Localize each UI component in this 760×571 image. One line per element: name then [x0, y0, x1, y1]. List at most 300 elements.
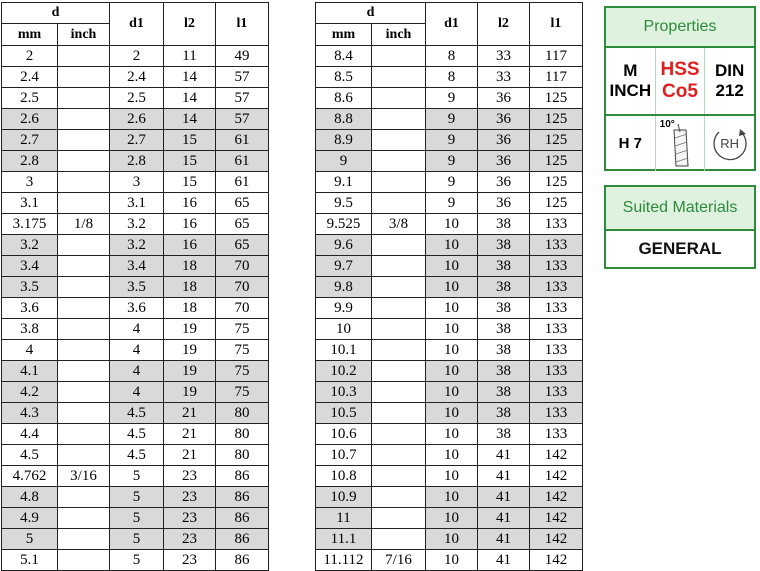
cell-mm: 10.7	[316, 445, 372, 466]
cell-l2: 21	[164, 403, 216, 424]
cell-l2: 38	[478, 214, 530, 235]
rotation-label: RH	[720, 135, 740, 151]
cell-mm: 4.3	[2, 403, 58, 424]
cell-d1: 4.5	[110, 424, 164, 445]
cell-mm: 3.1	[2, 193, 58, 214]
table-row	[2, 151, 269, 172]
metric-label: M	[623, 61, 638, 80]
cell-l1: 125	[530, 172, 583, 193]
cell-l1: 70	[216, 298, 269, 319]
cell-l1: 61	[216, 172, 269, 193]
table-row	[316, 340, 583, 361]
cell-l2: 38	[478, 340, 530, 361]
tolerance-label: H 7	[618, 134, 642, 152]
cell-mm: 10.1	[316, 340, 372, 361]
cell-mm: 2.4	[2, 67, 58, 88]
cell-inch	[58, 256, 110, 277]
cell-l2: 36	[478, 151, 530, 172]
cell-d1: 10	[426, 550, 478, 571]
cell-mm: 8.5	[316, 67, 372, 88]
table-row	[316, 130, 583, 151]
cell-d1: 8	[426, 67, 478, 88]
cell-inch	[372, 67, 426, 88]
cell-inch	[372, 361, 426, 382]
cell-l2: 41	[478, 550, 530, 571]
cell-l2: 15	[164, 130, 216, 151]
cell-l2: 14	[164, 88, 216, 109]
cell-l2: 38	[478, 235, 530, 256]
table-row	[2, 109, 269, 130]
cell-l2: 18	[164, 277, 216, 298]
cell-d1: 10	[426, 298, 478, 319]
table-row	[316, 193, 583, 214]
table-row	[316, 235, 583, 256]
cell-d1: 10	[426, 319, 478, 340]
cell-mm: 3.2	[2, 235, 58, 256]
cell-mm: 9.6	[316, 235, 372, 256]
cell-l2: 38	[478, 424, 530, 445]
cell-l2: 33	[478, 46, 530, 67]
cell-inch	[58, 235, 110, 256]
table-row	[316, 109, 583, 130]
table-row	[316, 361, 583, 382]
cell-d1: 10	[426, 466, 478, 487]
cell-inch	[372, 466, 426, 487]
cell-d1: 3.4	[110, 256, 164, 277]
cell-inch	[58, 508, 110, 529]
cell-d1: 3.2	[110, 235, 164, 256]
cell-l1: 133	[530, 403, 583, 424]
cell-l2: 19	[164, 340, 216, 361]
cell-d1: 3.5	[110, 277, 164, 298]
table-row	[2, 487, 269, 508]
cell-inch	[372, 403, 426, 424]
table-row	[316, 88, 583, 109]
cell-l2: 21	[164, 445, 216, 466]
cell-l2: 18	[164, 298, 216, 319]
cell-d1: 10	[426, 529, 478, 550]
cell-d1: 3	[110, 172, 164, 193]
cell-inch	[372, 88, 426, 109]
din-number: 212	[715, 81, 744, 100]
cell-mm: 3.4	[2, 256, 58, 277]
cell-l2: 14	[164, 109, 216, 130]
cell-mm: 2.7	[2, 130, 58, 151]
cell-inch: 7/16	[372, 550, 426, 571]
cell-mm: 10	[316, 319, 372, 340]
cell-inch	[58, 88, 110, 109]
cell-inch	[58, 340, 110, 361]
cell-l1: 86	[216, 529, 269, 550]
table-row	[316, 256, 583, 277]
cell-l2: 36	[478, 109, 530, 130]
cell-l1: 133	[530, 235, 583, 256]
cell-d1: 4	[110, 340, 164, 361]
metric-inch-cell	[606, 48, 656, 114]
cell-mm: 4.5	[2, 445, 58, 466]
cell-l2: 23	[164, 529, 216, 550]
cell-d1: 9	[426, 193, 478, 214]
cell-l1: 133	[530, 382, 583, 403]
cell-l2: 36	[478, 172, 530, 193]
table-row	[316, 466, 583, 487]
cell-d1: 5	[110, 508, 164, 529]
table-row	[2, 550, 269, 571]
cell-d1: 9	[426, 88, 478, 109]
tolerance-cell	[606, 116, 656, 171]
header-inch: inch	[58, 24, 110, 46]
header-d1: d1	[110, 3, 164, 46]
cell-l2: 38	[478, 298, 530, 319]
hss-co5-cell	[656, 48, 706, 114]
cell-mm: 4	[2, 340, 58, 361]
cell-l1: 80	[216, 445, 269, 466]
materials-value: GENERAL	[638, 239, 722, 258]
cell-l2: 41	[478, 508, 530, 529]
cell-mm: 4.2	[2, 382, 58, 403]
cell-l1: 75	[216, 340, 269, 361]
table-row	[316, 151, 583, 172]
table-row	[2, 235, 269, 256]
cell-d1: 3.1	[110, 193, 164, 214]
cell-l2: 16	[164, 193, 216, 214]
table-row	[2, 214, 269, 235]
table-row	[2, 424, 269, 445]
din-cell	[705, 48, 754, 114]
cell-l1: 65	[216, 235, 269, 256]
table-row	[316, 319, 583, 340]
cell-mm: 9.8	[316, 277, 372, 298]
table-row	[316, 382, 583, 403]
cell-l2: 23	[164, 487, 216, 508]
table-row	[316, 445, 583, 466]
table-row	[2, 340, 269, 361]
cell-l2: 36	[478, 130, 530, 151]
cell-d1: 4	[110, 319, 164, 340]
cell-d1: 4	[110, 382, 164, 403]
cell-l1: 125	[530, 109, 583, 130]
cell-mm: 3.6	[2, 298, 58, 319]
cell-l1: 86	[216, 508, 269, 529]
cell-d1: 4.5	[110, 445, 164, 466]
cell-l1: 61	[216, 151, 269, 172]
table-row	[316, 508, 583, 529]
cell-mm: 9.525	[316, 214, 372, 235]
cell-mm: 8.9	[316, 130, 372, 151]
cell-l1: 142	[530, 466, 583, 487]
cell-mm: 10.6	[316, 424, 372, 445]
cell-l1: 57	[216, 88, 269, 109]
cell-inch	[372, 298, 426, 319]
cell-inch	[58, 319, 110, 340]
cell-l1: 133	[530, 214, 583, 235]
cell-l1: 86	[216, 466, 269, 487]
cell-mm: 2.5	[2, 88, 58, 109]
cell-mm: 10.8	[316, 466, 372, 487]
cell-l2: 19	[164, 361, 216, 382]
header-l2: l2	[478, 3, 530, 46]
cell-inch	[372, 382, 426, 403]
cell-l1: 142	[530, 550, 583, 571]
cell-mm: 11	[316, 508, 372, 529]
cell-inch	[58, 277, 110, 298]
table-row	[2, 361, 269, 382]
dimension-table-left	[1, 2, 269, 571]
cell-l2: 33	[478, 67, 530, 88]
cell-l1: 61	[216, 130, 269, 151]
cell-d1: 10	[426, 340, 478, 361]
cell-inch	[58, 298, 110, 319]
table-row	[2, 403, 269, 424]
cell-d1: 3.6	[110, 298, 164, 319]
cell-l2: 23	[164, 508, 216, 529]
cell-mm: 11.1	[316, 529, 372, 550]
cell-mm: 3.5	[2, 277, 58, 298]
table-row	[316, 214, 583, 235]
cell-l1: 75	[216, 361, 269, 382]
cell-l1: 49	[216, 46, 269, 67]
cell-inch	[372, 151, 426, 172]
cell-l1: 142	[530, 508, 583, 529]
cell-inch	[372, 256, 426, 277]
cell-mm: 4.1	[2, 361, 58, 382]
cell-d1: 10	[426, 403, 478, 424]
cell-inch	[372, 424, 426, 445]
table-row	[316, 298, 583, 319]
header-d1: d1	[426, 3, 478, 46]
cell-l2: 38	[478, 361, 530, 382]
cell-d1: 4.5	[110, 403, 164, 424]
cell-l2: 11	[164, 46, 216, 67]
cell-inch	[58, 151, 110, 172]
cell-mm: 4.8	[2, 487, 58, 508]
cell-d1: 4	[110, 361, 164, 382]
cell-inch	[58, 46, 110, 67]
cell-d1: 2.7	[110, 130, 164, 151]
table-row	[316, 172, 583, 193]
cell-d1: 10	[426, 445, 478, 466]
header-l2: l2	[164, 3, 216, 46]
cell-inch	[58, 67, 110, 88]
cell-inch	[58, 361, 110, 382]
cell-inch	[58, 424, 110, 445]
helix-angle-cell	[656, 116, 706, 171]
cell-d1: 5	[110, 466, 164, 487]
cell-l1: 75	[216, 319, 269, 340]
cell-d1: 9	[426, 172, 478, 193]
cell-mm: 10.3	[316, 382, 372, 403]
cell-d1: 9	[426, 130, 478, 151]
cell-mm: 10.2	[316, 361, 372, 382]
suited-materials-panel	[604, 185, 756, 269]
table-row	[2, 319, 269, 340]
table-row	[316, 67, 583, 88]
cell-l1: 80	[216, 403, 269, 424]
cell-l1: 142	[530, 529, 583, 550]
cell-mm: 9.9	[316, 298, 372, 319]
cell-mm: 3	[2, 172, 58, 193]
cell-inch: 3/16	[58, 466, 110, 487]
table-row	[2, 466, 269, 487]
cell-l2: 15	[164, 151, 216, 172]
table-row	[2, 382, 269, 403]
table-row	[316, 487, 583, 508]
properties-row-material	[606, 48, 754, 116]
cell-mm: 3.8	[2, 319, 58, 340]
cell-inch	[372, 193, 426, 214]
cell-inch	[58, 382, 110, 403]
cell-mm: 4.9	[2, 508, 58, 529]
table-row	[2, 445, 269, 466]
cell-inch	[372, 319, 426, 340]
cell-l2: 14	[164, 67, 216, 88]
cell-mm: 4.762	[2, 466, 58, 487]
cell-l1: 80	[216, 424, 269, 445]
cell-d1: 10	[426, 424, 478, 445]
cell-mm: 9.5	[316, 193, 372, 214]
cell-l2: 41	[478, 445, 530, 466]
cell-l2: 41	[478, 487, 530, 508]
cell-l1: 125	[530, 88, 583, 109]
cell-l2: 38	[478, 319, 530, 340]
table-row	[316, 529, 583, 550]
cell-l2: 38	[478, 256, 530, 277]
cell-mm: 5.1	[2, 550, 58, 571]
cell-inch	[372, 487, 426, 508]
cell-inch	[58, 109, 110, 130]
cell-inch: 1/8	[58, 214, 110, 235]
cell-mm: 2.8	[2, 151, 58, 172]
cell-l1: 133	[530, 256, 583, 277]
table-row	[2, 88, 269, 109]
header-d: d	[316, 3, 426, 24]
cell-l1: 133	[530, 361, 583, 382]
dimension-table-right	[315, 2, 583, 571]
cell-inch	[372, 508, 426, 529]
cell-l2: 19	[164, 319, 216, 340]
cell-d1: 2.4	[110, 67, 164, 88]
cell-inch	[372, 235, 426, 256]
table-row	[316, 424, 583, 445]
cell-inch	[372, 46, 426, 67]
header-mm: mm	[2, 24, 58, 46]
header-l1: l1	[216, 3, 269, 46]
cell-d1: 10	[426, 214, 478, 235]
cell-l2: 41	[478, 529, 530, 550]
cell-d1: 10	[426, 508, 478, 529]
cell-l1: 117	[530, 67, 583, 88]
cell-d1: 2	[110, 46, 164, 67]
cell-d1: 8	[426, 46, 478, 67]
cell-l2: 38	[478, 382, 530, 403]
cell-l1: 57	[216, 109, 269, 130]
cell-inch	[372, 445, 426, 466]
cell-d1: 9	[426, 151, 478, 172]
cell-l2: 19	[164, 382, 216, 403]
cell-inch	[58, 529, 110, 550]
table-row	[2, 298, 269, 319]
cell-l1: 133	[530, 340, 583, 361]
cell-d1: 10	[426, 235, 478, 256]
cell-inch	[58, 487, 110, 508]
table-row	[2, 46, 269, 67]
cell-d1: 9	[426, 109, 478, 130]
table-row	[316, 46, 583, 67]
cell-inch	[372, 340, 426, 361]
cell-inch: 3/8	[372, 214, 426, 235]
cell-l1: 125	[530, 151, 583, 172]
cell-l1: 125	[530, 130, 583, 151]
properties-panel	[604, 6, 756, 171]
cell-inch	[58, 130, 110, 151]
cell-d1: 10	[426, 277, 478, 298]
cell-d1: 3.2	[110, 214, 164, 235]
header-l1: l1	[530, 3, 583, 46]
table-row	[2, 193, 269, 214]
cell-l1: 133	[530, 277, 583, 298]
table-row	[316, 403, 583, 424]
cell-l1: 70	[216, 256, 269, 277]
cell-l1: 133	[530, 298, 583, 319]
cell-mm: 5	[2, 529, 58, 550]
cell-l1: 86	[216, 550, 269, 571]
table-row	[316, 550, 583, 571]
header-inch: inch	[372, 24, 426, 46]
table-row	[2, 172, 269, 193]
cell-mm: 4.4	[2, 424, 58, 445]
cell-mm: 2	[2, 46, 58, 67]
cell-l1: 142	[530, 445, 583, 466]
cell-l1: 65	[216, 214, 269, 235]
table-row	[2, 529, 269, 550]
cell-d1: 2.6	[110, 109, 164, 130]
cell-l2: 18	[164, 256, 216, 277]
cell-d1: 10	[426, 382, 478, 403]
cell-mm: 9.1	[316, 172, 372, 193]
cell-d1: 10	[426, 487, 478, 508]
cell-inch	[58, 550, 110, 571]
cell-mm: 11.112	[316, 550, 372, 571]
table-row	[2, 277, 269, 298]
cell-l1: 57	[216, 67, 269, 88]
cell-l2: 21	[164, 424, 216, 445]
cell-l1: 65	[216, 193, 269, 214]
cell-inch	[372, 529, 426, 550]
cell-l1: 86	[216, 487, 269, 508]
cell-l2: 36	[478, 88, 530, 109]
cell-inch	[372, 130, 426, 151]
cell-l2: 16	[164, 235, 216, 256]
cell-l2: 36	[478, 193, 530, 214]
cell-l2: 41	[478, 466, 530, 487]
inch-label: INCH	[609, 81, 652, 100]
cell-l2: 38	[478, 277, 530, 298]
cell-d1: 10	[426, 256, 478, 277]
cell-mm: 2.6	[2, 109, 58, 130]
cell-l1: 117	[530, 46, 583, 67]
cell-mm: 9	[316, 151, 372, 172]
cell-l2: 16	[164, 214, 216, 235]
hss-label: HSS	[660, 59, 700, 80]
cell-mm: 8.6	[316, 88, 372, 109]
cell-mm: 10.5	[316, 403, 372, 424]
table-row	[2, 508, 269, 529]
cell-inch	[372, 277, 426, 298]
cell-l2: 15	[164, 172, 216, 193]
din-label: DIN	[715, 61, 745, 80]
cell-d1: 2.8	[110, 151, 164, 172]
cell-l1: 70	[216, 277, 269, 298]
